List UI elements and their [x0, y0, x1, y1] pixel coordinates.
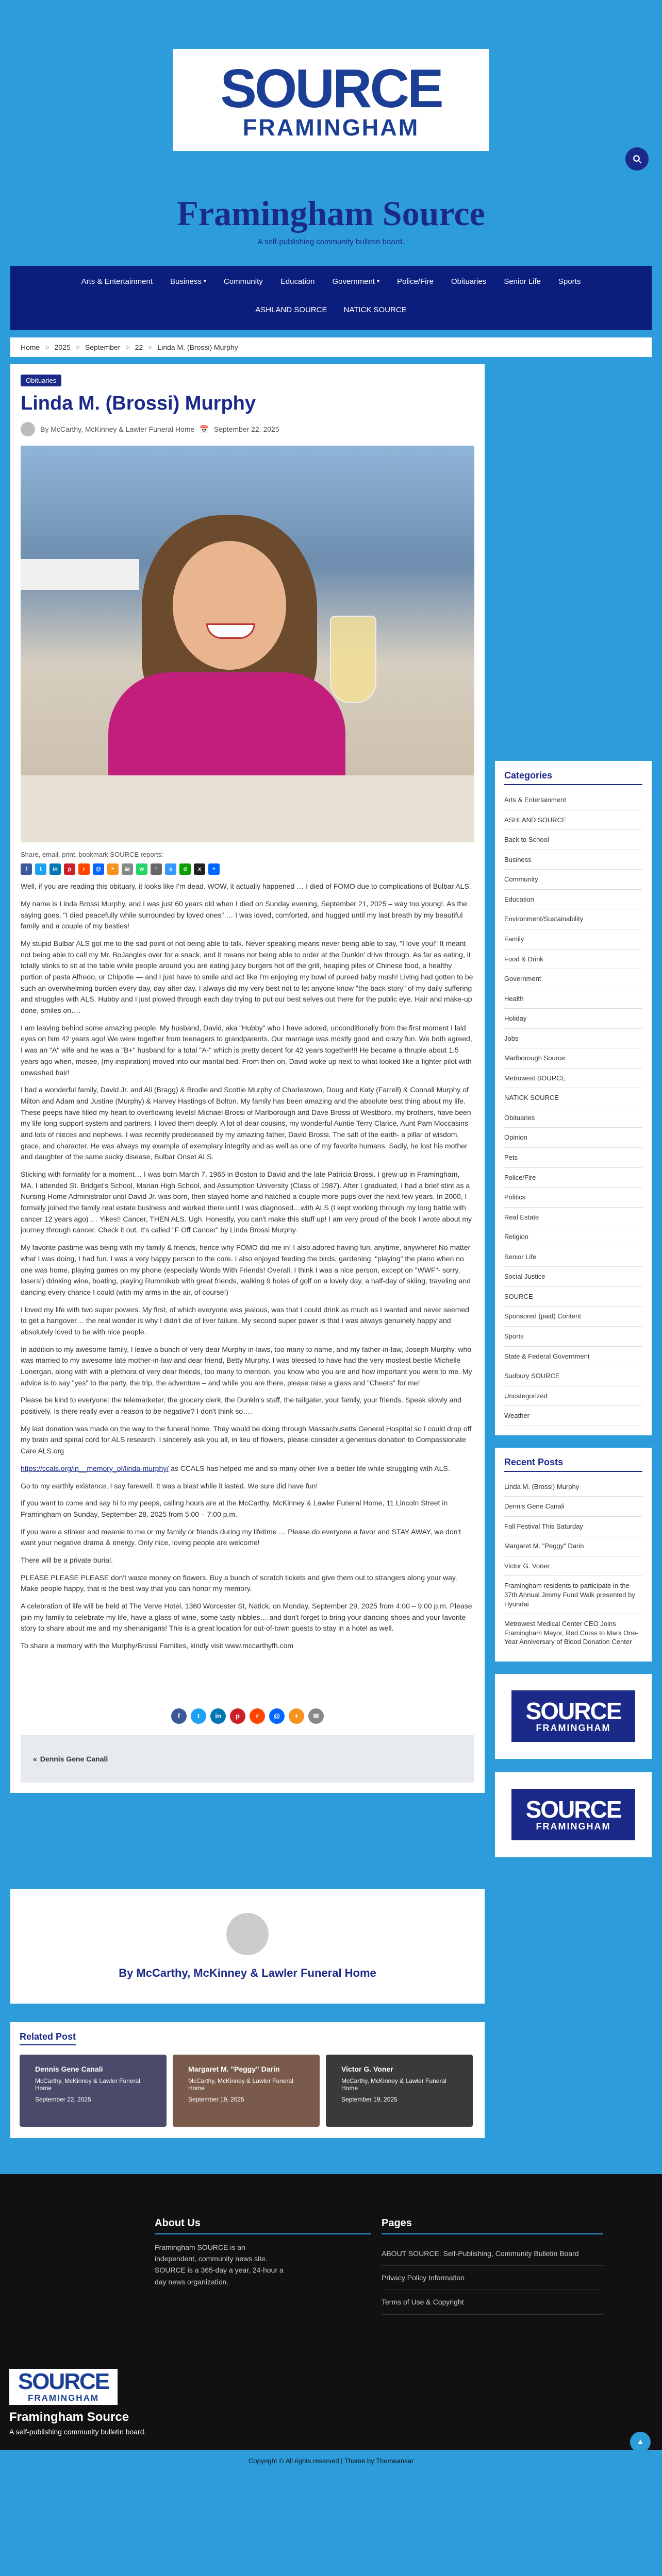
arrow-up-icon: ▲: [636, 2437, 644, 2447]
search-icon: [633, 155, 642, 164]
related-post-title[interactable]: Victor G. Voner: [341, 2064, 393, 2073]
article-paragraph: To share a memory with the Murphy/Brossi Families, kindly visit www.mccarthyfh.com: [21, 1641, 294, 1650]
share-icon[interactable]: x: [194, 863, 205, 875]
nav-item[interactable]: [550, 277, 589, 286]
chevron-down-icon: ▾: [203, 279, 206, 285]
article-paragraph: My name is Linda Brossi Murphy, and I was just 60 years old when I died on Sunday evening, September 21, 2025 – way too young!. As the saying goes, "I died peacefully while surrounded by loved ones" … I was loved, comforted, and hugged until my last breath by my beautiful family and a couple of my besties!: [21, 899, 467, 930]
author-box-name[interactable]: By McCarthy, McKinney & Lawler Funeral Home: [119, 1966, 376, 1979]
article-paragraph: Please be kind to everyone: the telemarketer, the grocery clerk, the Dunkin's staff, the tailgater, your family, your friends. Speak slowly and positively. Is there really ever a reason to be negative? I don't think so….: [21, 1396, 462, 1416]
footer-about-title: About Us: [155, 2217, 371, 2234]
recent-post-link[interactable]: Metrowest Medical Center CEO Joins Framingham Mayor, Red Cross to Mark One-Year Anniversary of Blood Donation Center: [504, 1614, 642, 1652]
category-link[interactable]: Family: [504, 929, 642, 950]
share-icon[interactable]: f: [21, 863, 32, 875]
footer-page-link[interactable]: Terms of Use & Copyright: [382, 2290, 603, 2314]
article: [10, 364, 485, 1793]
category-link[interactable]: Education: [504, 890, 642, 910]
previous-post-link[interactable]: « Dennis Gene Canali: [21, 1735, 474, 1783]
post-date[interactable]: September 22, 2025: [213, 425, 279, 434]
category-link[interactable]: Metrowest SOURCE: [504, 1069, 642, 1089]
category-link[interactable]: Holiday: [504, 1009, 642, 1029]
nav-item[interactable]: [388, 277, 442, 286]
category-link[interactable]: Government: [504, 969, 642, 989]
nav-item-label: Police/Fire: [397, 277, 434, 286]
copyright: Copyright © All rights reserved | Theme by Themeansar: [0, 2450, 662, 2472]
share-icons: [21, 863, 474, 875]
related-posts-title: Related Post: [20, 2031, 76, 2045]
breadcrumb-separator-icon: >: [148, 343, 153, 352]
share-icon[interactable]: w: [136, 863, 147, 875]
category-link[interactable]: Real Estate: [504, 1208, 642, 1228]
related-post-author[interactable]: McCarthy, McKinney & Lawler Funeral Home: [341, 2077, 446, 2092]
recent-post-link[interactable]: Margaret M. "Peggy" Darin: [504, 1536, 642, 1556]
footer-page-link[interactable]: Privacy Policy Information: [382, 2266, 603, 2290]
recent-post-link[interactable]: Dennis Gene Canali: [504, 1497, 642, 1517]
breadcrumb-item[interactable]: 2025: [54, 343, 71, 352]
category-link[interactable]: Business: [504, 850, 642, 870]
category-link[interactable]: NATICK SOURCE: [504, 1088, 642, 1108]
breadcrumb-separator-icon: >: [45, 343, 49, 352]
article-paragraph: My stupid Bulbar ALS got me to the sad point of not being able to talk. Never speaking means never being able to say, "I love you!" It meant not being able to call my Mr. BoJangles over for a snack, and it means not being able to order at the Dunkin' drive through. As far as eating, it totally stinks to sit at the table while people around you are eating juicy burgers hot off the grill, heaping piles of Chinese food, a healthy portion of pasta Alfredo, or Chipotle — and I just have to smile and act like I'm enjoying my bowl of pureed baby mush! Living had gotten to be such an overwhelming burden every day, day after day. I always did my very best not to let anyone know "the back story" of my daily suffering and struggles with ALS. Hubby and I just plowed through each day trying to put our best selves out there for the public eye. Hair and make-up done, smiles on….: [21, 939, 473, 1015]
footer-site-desc: A self-publishing community bulletin board.: [9, 2427, 146, 2436]
category-link[interactable]: Senior Life: [504, 1247, 642, 1267]
share-round-icon[interactable]: in: [210, 1708, 226, 1724]
recent-posts-widget: [495, 1448, 652, 1662]
article-paragraph: If you want to come and say hi to my peeps, calling hours are at the McCarthy, McKinney & Lawler Funeral Home, 11 Lincoln Street in Framingham on Sunday, September 28, 2025 from 5:00 – 7:00 p.m.: [21, 1499, 448, 1518]
share-icon[interactable]: d: [179, 863, 191, 875]
article-paragraph: A celebration of life will be held at The Verve Hotel, 1360 Worcester St, Natick, on Monday, September 29, 2025 from 4:00 – 9:00 p.m. Please join my family to celebrate my life, have a glass of wine, some tasty nibbles… and don't forget to bring your dancing shoes and your favorite story to share about me and my shenanigans! This is a great location for out-of-town guests to stay in a hotel as well.: [21, 1602, 472, 1633]
share-icon[interactable]: r: [78, 863, 90, 875]
breadcrumb-separator-icon: >: [75, 343, 80, 352]
category-link[interactable]: Uncategorized: [504, 1386, 642, 1406]
search-button[interactable]: [625, 147, 649, 171]
photo-wine-glass: [330, 616, 376, 703]
related-post-card[interactable]: [173, 2055, 320, 2127]
share-icon[interactable]: t: [35, 863, 46, 875]
footer-about-text: Framingham SOURCE is an independent, community news site. SOURCE is a 365-day a year, 24-hour a day news organization.: [155, 2243, 284, 2286]
article-paragraph: I loved my life with two super powers. My first, of which everyone was jealous, was that I could drink as much as I wanted and never seemed to get a hangover… the real wonder is why I didn't die of liver failure. My second super power is that I was always genuinely happy and absolutely loved to be with nice people.: [21, 1305, 469, 1336]
featured-image: [21, 446, 474, 842]
share-text: Share, email, print, bookmark SOURCE reports:: [21, 851, 163, 859]
footer-logo-main: SOURCE: [18, 2368, 109, 2394]
article-body: [21, 881, 474, 1652]
recent-posts-title: Recent Posts: [504, 1457, 642, 1472]
site-footer: [0, 2174, 662, 2450]
article-paragraph: Well, if you are reading this obituary, it looks like I'm dead. WOW, it actually happened … I died of FOMO due to complications of Bulbar ALS.: [21, 882, 471, 891]
related-post-date: September 19, 2025: [341, 2095, 398, 2103]
category-link[interactable]: Back to School: [504, 830, 642, 850]
category-link[interactable]: Health: [504, 989, 642, 1009]
category-link[interactable]: Religion: [504, 1227, 642, 1247]
nav-item[interactable]: [324, 277, 389, 286]
share-round-icon[interactable]: @: [269, 1708, 285, 1724]
category-badge[interactable]: Obituaries: [21, 375, 61, 386]
article-paragraph: My favorite pastime was being with my family & friends, hence why FOMO did me in! I also adored having fun, anytime, anywhere! No matter what I was doing, I had fun. I was a very happy person to the core. I also enjoyed feeding the birds, gardening, "playing" the piano when no one was home, playing games on my phone (especially Words With Friends! Overall, I think I was a nice person, except on "WWF"- sorry, losers!) drinking wine, boating, playing Rummikub with great friends, walking 9 holes of golf on a lovely day, a half-day of skiing, traveling and dancing every chance I could (with my arms in the air, of course!): [21, 1243, 471, 1296]
photo-table: [21, 775, 474, 842]
category-link[interactable]: Weather: [504, 1406, 642, 1426]
nav-item-label: Sports: [558, 277, 581, 286]
share-round-icon[interactable]: t: [191, 1708, 206, 1724]
footer-site-title[interactable]: Framingham Source: [9, 2410, 129, 2424]
article-paragraph: [21, 1463, 474, 1475]
related-post-title[interactable]: Dennis Gene Canali: [35, 2064, 103, 2073]
footer-pages: [382, 2217, 603, 2315]
share-icon[interactable]: @: [93, 863, 104, 875]
category-link[interactable]: Marlborough Source: [504, 1048, 642, 1069]
share-icon[interactable]: ✉: [122, 863, 133, 875]
nav-item-label: Arts & Entertainment: [81, 277, 153, 286]
post-title: Linda M. (Brossi) Murphy: [21, 393, 256, 415]
recent-post-link[interactable]: Fall Festival This Saturday: [504, 1517, 642, 1537]
site-description: A self-publishing community bulletin board.: [257, 238, 405, 247]
sidebar: [495, 364, 652, 1871]
categories-title: Categories: [504, 770, 642, 785]
breadcrumb-item: Linda M. (Brossi) Murphy: [157, 343, 238, 352]
share-icon[interactable]: +: [208, 863, 220, 875]
share-round-icon[interactable]: r: [250, 1708, 265, 1724]
category-link[interactable]: Jobs: [504, 1029, 642, 1049]
article-paragraph: Go to my earthly existence, I say farewell. It was a blast while it lasted. We sure did have fun!: [21, 1481, 318, 1490]
related-post-title[interactable]: Margaret M. "Peggy" Darin: [188, 2064, 280, 2073]
share-icon[interactable]: s: [165, 863, 176, 875]
ad-logo-sub: FRAMINGHAM: [536, 1722, 611, 1733]
nav-item-label: Business: [170, 277, 202, 286]
nav-item-label: Senior Life: [504, 277, 541, 286]
share-round-icon[interactable]: +: [289, 1708, 304, 1724]
related-post-author[interactable]: McCarthy, McKinney & Lawler Funeral Home: [35, 2077, 140, 2092]
category-link[interactable]: SOURCE: [504, 1287, 642, 1307]
ad-logo-main: SOURCE: [525, 1697, 621, 1724]
article-paragraph: My last donation was made on the way to the funeral home. They would be doing through Massachusetts General Hospital so I could drop off my brain and spinal cord for ALS research. I sincerely ask you all, in lieu of flowers, please consider a generous donation to Compassionate Care ALS.org: [21, 1424, 472, 1455]
article-paragraph: PLEASE PLEASE PLEASE don't waste money on flowers. Buy a bunch of scratch tickets and give them out to strangers along your way. Make people happy, that is the best way that you can honor my memory.: [21, 1573, 457, 1593]
related-posts: [10, 2022, 485, 2138]
category-link[interactable]: Sports: [504, 1327, 642, 1347]
footer-about: [155, 2217, 371, 2288]
related-post-card[interactable]: [326, 2055, 473, 2127]
logo-main-text: SOURCE: [220, 58, 442, 119]
category-link[interactable]: Community: [504, 870, 642, 890]
sidebar-logo-ad-1[interactable]: [495, 1674, 652, 1759]
category-link[interactable]: Police/Fire: [504, 1168, 642, 1188]
breadcrumb-item[interactable]: Home: [21, 343, 40, 352]
share-buttons-round: [21, 1708, 474, 1724]
nav-item-label: Community: [223, 277, 263, 286]
photo-face: [173, 541, 286, 670]
author-box: [10, 1889, 485, 2004]
article-paragraph: I am leaving behind some amazing people. My husband, David, aka "Hubby" who I have adored, unconditionally from the first moment I laid eyes on him 42 years ago! We were together from teenagers to grandparents. Our marriage was mostly good and crazy fun. We both agreed, I was an "A" wife and he was a "B+" husband for a total "A-" which is pretty decent for 42 years together!!! He became a thruple about 1.5 years ago when, mosee, (my inspiration) moved into our marital bed. From then on, David woke up next to what looked like a fighter pilot with unwashed hair!: [21, 1023, 472, 1077]
category-link[interactable]: Arts & Entertainment: [504, 790, 642, 810]
category-link[interactable]: Social Justice: [504, 1267, 642, 1287]
category-link[interactable]: Opinion: [504, 1128, 642, 1148]
recent-post-link[interactable]: Framingham residents to participate in the 37th Annual Jimmy Fund Walk presented by Hyundai: [504, 1576, 642, 1614]
photo-boat: [21, 559, 139, 590]
nav-item-label: Government: [332, 277, 375, 286]
breadcrumb-item[interactable]: September: [85, 343, 121, 352]
donation-link[interactable]: https://ccals.org/in__memory_of/linda-murphy/: [21, 1464, 169, 1472]
related-post-date: September 19, 2025: [188, 2095, 244, 2103]
logo-sub-text: FRAMINGHAM: [242, 114, 420, 141]
back-to-top-button[interactable]: [630, 2432, 651, 2452]
article-paragraph: If you were a stinker and meanie to me or my family or friends during my lifetime … Please do everyone a favor and STAY AWAY, we don't want your negative drama & energy. Only nice, loving people are welcome!: [21, 1527, 461, 1547]
recent-post-link[interactable]: Linda M. (Brossi) Murphy: [504, 1477, 642, 1497]
nav-item[interactable]: ASHLAND SOURCE: [255, 306, 327, 315]
breadcrumb-separator-icon: >: [125, 343, 130, 352]
site-title[interactable]: Framingham Source: [177, 194, 485, 233]
nav-item[interactable]: [442, 277, 495, 286]
category-link[interactable]: ASHLAND SOURCE: [504, 810, 642, 831]
site-logo[interactable]: [173, 49, 489, 151]
calendar-icon: 📅: [200, 425, 209, 433]
category-link[interactable]: Sponsored (paid) Content: [504, 1307, 642, 1327]
breadcrumb: [10, 337, 652, 357]
article-paragraph: In addition to my awesome family, I leave a bunch of very dear Murphy in-laws, too many to name, and my father-in-law, Joseph Murphy, who was married to my awesome late mother-in-law and dear friend, Betty Murphy. I was blessed to have had the very mostest bestie Michelle Lonergan, along with with a plethora of very dear friends, too many to mention, you know who you are and how important you were to me. My advice is to say "yes" to the party, the trip, the adventure – and while you are there, please raise a glass and "Cheers" for me!: [21, 1345, 472, 1387]
article-paragraph: There will be a private burial.: [21, 1555, 113, 1564]
footer-site: [9, 2410, 146, 2436]
share-icon[interactable]: in: [49, 863, 61, 875]
nav-item-label: Obituaries: [451, 277, 487, 286]
category-link[interactable]: Food & Drink: [504, 950, 642, 970]
author-avatar[interactable]: [21, 422, 35, 436]
share-icon[interactable]: ≡: [151, 863, 162, 875]
nav-item-label: Education: [280, 277, 315, 286]
related-post-author[interactable]: McCarthy, McKinney & Lawler Funeral Home: [188, 2077, 293, 2092]
nav-item[interactable]: [161, 277, 215, 286]
previous-post-title: Dennis Gene Canali: [40, 1754, 108, 1763]
share-icon[interactable]: p: [64, 863, 75, 875]
ad-logo-sub: FRAMINGHAM: [536, 1821, 611, 1832]
nav-item[interactable]: [495, 277, 550, 286]
post-meta: [21, 422, 474, 436]
footer-pages-title: Pages: [382, 2217, 603, 2234]
author-box-avatar[interactable]: [226, 1913, 269, 1955]
category-link[interactable]: Politics: [504, 1188, 642, 1208]
related-post-card[interactable]: [20, 2055, 167, 2127]
chevron-down-icon: ▾: [377, 279, 380, 285]
category-link[interactable]: Pets: [504, 1148, 642, 1168]
related-post-date: September 22, 2025: [35, 2095, 91, 2103]
article-paragraph: I had a wonderful family, David Jr. and Ali (Bragg) & Brodie and Scottie Murphy of Charlestown, Doug and Katy (Farrell) & Connall Murphy of Milton and Adam and Justine (Murphy) & Harvey Hastings of Bolton. My family has been amazing and the absolute best thing about my life. These peeps have filled my heart to overflowing levels! Michael Brossi of Marlborough and Dave Brossi of Westboro, my brothers, have been my life long support system and partners. I loved them deeply. A lot of dear cousins, my wonderful Auntie Terry Clarice, Aunt Pam Moccasins and lots of nieces and nephews. I was recently predeceased by my amazing father, David Brossi. The salt of the earth- a pillar of wisdom, grace, and character. He was always my example of exemplary integrity and as well as one of my favorite humans. Sadly, he lost his mother and daughter of the same sucky disease, Bulbar Onset ALS.: [21, 1086, 471, 1161]
category-link[interactable]: State & Federal Government: [504, 1347, 642, 1367]
sidebar-logo-ad-2[interactable]: [495, 1772, 652, 1857]
categories-widget: [495, 761, 652, 1435]
nav-item[interactable]: [73, 277, 161, 286]
share-round-icon[interactable]: f: [171, 1708, 187, 1724]
nav-item[interactable]: [272, 277, 324, 286]
category-link[interactable]: Environment/Sustainability: [504, 909, 642, 929]
share-icon[interactable]: +: [107, 863, 119, 875]
footer-page-link[interactable]: ABOUT SOURCE: Self-Publishing, Community Bulletin Board: [382, 2242, 603, 2266]
category-link[interactable]: Sudbury SOURCE: [504, 1366, 642, 1386]
site-title-block: [0, 193, 662, 246]
share-round-icon[interactable]: ✉: [308, 1708, 324, 1724]
article-paragraph: Sticking with formality for a moment… I was born March 7, 1965 in Boston to David and the late Patricia Brossi. I grew up in Framingham, MA. I attended St. Bridget's School, Marian High School, and Assumption University (Class of 1987). After I graduated, I had a brief stint as a Nursing Home Administrator until David Jr. was born, then stayed home and hatched a couple more pups over the next few years. In 2000, I formally joined the family real estate business and worked there until I was diagnosed…with ALS (I kept working through my long battle with cancer 12 years ago) … Yikes!! Cancer, THEN ALS. Ugh. Honestly, you can't make this stuff up! I am very proud of the book I wrote about my journey through cancer. Check it out. It's called "F Off Cancer" by Linda Brossi Murphy.: [21, 1170, 472, 1234]
footer-logo[interactable]: [9, 2369, 118, 2405]
footer-logo-sub: FRAMINGHAM: [27, 2393, 100, 2403]
site-header: [0, 0, 662, 193]
recent-post-link[interactable]: Victor G. Voner: [504, 1556, 642, 1577]
main-navigation: [10, 266, 652, 330]
ad-logo-main: SOURCE: [525, 1795, 621, 1823]
breadcrumb-item[interactable]: 22: [135, 343, 143, 352]
nav-item[interactable]: [215, 277, 272, 286]
post-author[interactable]: By McCarthy, McKinney & Lawler Funeral Home: [40, 425, 195, 434]
article-text: as CCALS has helped me and so many other live a better life while struggling with ALS.: [171, 1464, 450, 1472]
nav-item[interactable]: NATICK SOURCE: [343, 306, 407, 315]
share-round-icon[interactable]: p: [230, 1708, 245, 1724]
category-link[interactable]: Obituaries: [504, 1108, 642, 1128]
